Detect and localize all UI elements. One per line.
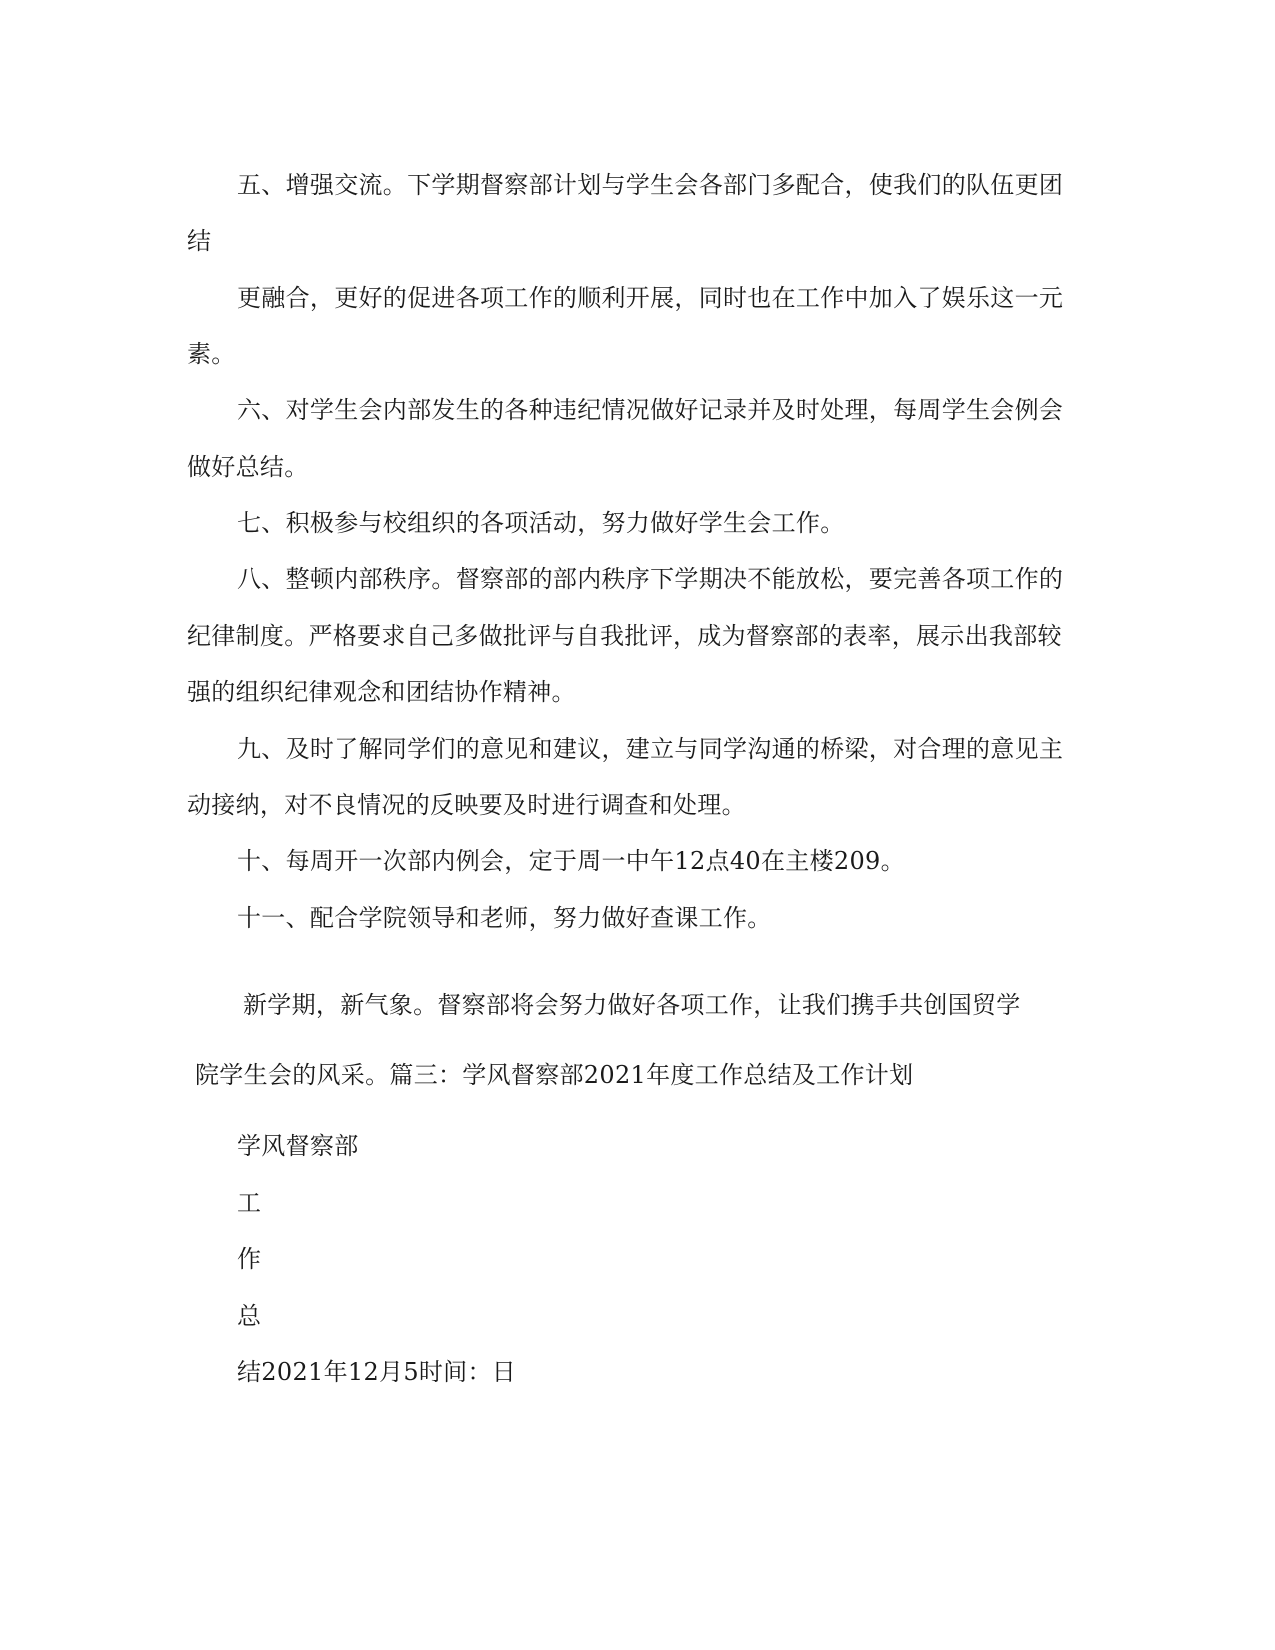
paragraph-5b-line-1: 更融合，更好的促进各项工作的顺利开展，同时也在工作中加入了娱乐这一元 bbox=[237, 284, 1064, 312]
paragraph-6-line-2: 做好总结。 bbox=[187, 453, 309, 481]
paragraph-5b-line-2: 素。 bbox=[187, 340, 236, 368]
closing-paragraph-line-2: 院学生会的风采。篇三：学风督察部2021年度工作总结及工作计划 bbox=[195, 1061, 914, 1089]
closing-paragraph-line-1: 新学期，新气象。督察部将会努力做好各项工作，让我们携手共创国贸学 bbox=[243, 991, 1021, 1019]
paragraph-5-line-2: 结 bbox=[187, 227, 212, 255]
paragraph-11: 十一、配合学院领导和老师，努力做好查课工作。 bbox=[237, 904, 772, 932]
paragraph-8-line-3: 强的组织纪律观念和团结协作精神。 bbox=[187, 678, 576, 706]
paragraph-8-line-2: 纪律制度。严格要求自己多做批评与自我批评，成为督察部的表率，展示出我部较 bbox=[187, 622, 1062, 650]
paragraph-8-line-1: 八、整顿内部秩序。督察部的部内秩序下学期决不能放松，要完善各项工作的 bbox=[237, 565, 1064, 593]
paragraph-9-line-2: 动接纳，对不良情况的反映要及时进行调查和处理。 bbox=[187, 791, 746, 819]
paragraph-9-line-1: 九、及时了解同学们的意见和建议，建立与同学沟通的桥梁，对合理的意见主 bbox=[237, 735, 1064, 763]
section-heading: 学风督察部 bbox=[237, 1132, 359, 1160]
vertical-title-char-2: 作 bbox=[237, 1245, 262, 1273]
vertical-title-char-3: 总 bbox=[237, 1302, 262, 1330]
title-date-line: 结2021年12月5时间：日 bbox=[237, 1358, 517, 1386]
vertical-title-char-1: 工 bbox=[237, 1189, 262, 1217]
paragraph-5-line-1: 五、增强交流。下学期督察部计划与学生会各部门多配合，使我们的队伍更团 bbox=[237, 171, 1064, 199]
paragraph-7: 七、积极参与校组织的各项活动，努力做好学生会工作。 bbox=[237, 509, 845, 537]
paragraph-10: 十、每周开一次部内例会，定于周一中午12点40在主楼209。 bbox=[237, 847, 905, 875]
paragraph-6-line-1: 六、对学生会内部发生的各种违纪情况做好记录并及时处理，每周学生会例会 bbox=[237, 396, 1064, 424]
